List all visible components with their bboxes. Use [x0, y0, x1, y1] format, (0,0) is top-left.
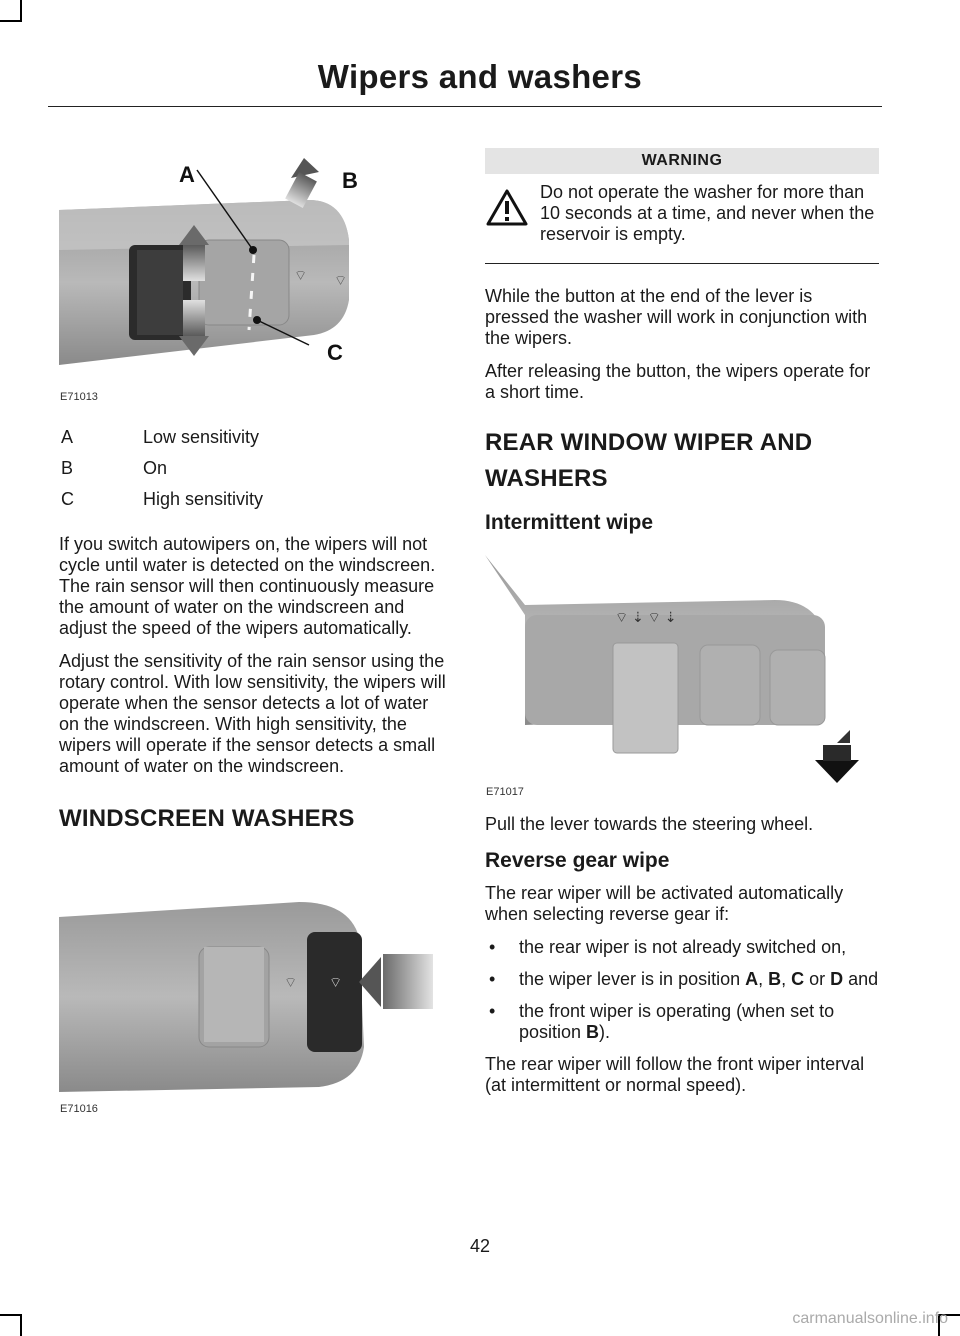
warning-box — [485, 148, 879, 264]
section-heading-rear-window — [485, 425, 879, 497]
page-number: 42 — [469, 1236, 491, 1256]
list-item-text: or — [804, 969, 831, 989]
warning-triangle-icon — [485, 182, 540, 245]
callout-key: B — [61, 458, 74, 478]
crop-mark-top-left — [0, 0, 22, 22]
callout-key: C — [61, 489, 74, 509]
separator: , — [758, 969, 769, 989]
paragraph-rear-wiper-interval: The rear wiper will follow the front wiper interval (at intermittent or normal speed). — [485, 1054, 865, 1095]
list-item-text: ). — [599, 1022, 611, 1042]
svg-text:⌔: ⌔ — [284, 974, 298, 990]
callout-text: On — [143, 458, 168, 478]
position-a: A — [745, 969, 759, 989]
washer-button-illustration — [59, 877, 449, 1117]
left-column — [59, 130, 449, 1117]
crop-mark-bottom-left — [0, 1314, 22, 1336]
figure-id: E71017 — [486, 786, 524, 798]
figure-id: E71013 — [60, 391, 98, 403]
wiper-stalk-illustration — [59, 130, 449, 405]
position-c: C — [791, 969, 805, 989]
position-b: B — [768, 969, 782, 989]
bullet-marker: • — [489, 969, 496, 989]
figure-washer-button — [59, 877, 449, 1117]
list-item — [485, 1001, 879, 1043]
right-column — [485, 148, 879, 1108]
paragraph-after-release: After releasing the button, the wipers operate for a short time. — [485, 361, 871, 402]
callout-key: A — [61, 427, 74, 447]
position-b: B — [586, 1022, 600, 1042]
svg-text:⌔: ⌔ — [294, 267, 308, 283]
figure-label-a: A — [179, 162, 195, 187]
callout-row — [59, 489, 449, 520]
paragraph-pull-lever: Pull the lever towards the steering wheel. — [485, 814, 814, 834]
page-title: Wipers and washers — [317, 58, 642, 95]
figure-label-c: C — [327, 340, 343, 365]
rear-wiper-lever-illustration — [485, 555, 879, 800]
callout-text: Low sensitivity — [143, 427, 260, 447]
callout-text: High sensitivity — [143, 489, 264, 509]
position-d: D — [830, 969, 844, 989]
list-item — [485, 969, 879, 990]
list-item — [485, 937, 879, 958]
svg-text:⌔ ⇣ ⌔ ⇣: ⌔ ⇣ ⌔ ⇣ — [615, 609, 677, 625]
list-item-text: the front wiper is operating (when set to position — [519, 1001, 835, 1042]
svg-text:⌔: ⌔ — [334, 272, 348, 288]
section-heading-windscreen-washers: WINDSCREEN WASHERS — [59, 805, 355, 832]
section-heading-line-1: REAR WINDOW WIPER AND — [485, 429, 813, 456]
title-rule — [48, 106, 882, 107]
condition-list — [485, 937, 879, 1043]
list-item-text: the wiper lever is in position — [519, 969, 746, 989]
callout-row — [59, 427, 449, 458]
subheading-reverse-gear-wipe: Reverse gear wipe — [485, 849, 670, 872]
figure-rain-sensor-control — [59, 130, 449, 405]
subheading-intermittent-wipe: Intermittent wipe — [485, 511, 654, 534]
svg-text:⌔: ⌔ — [329, 974, 343, 990]
paragraph-reverse-gear: The rear wiper will be activated automatically when selecting reverse gear if: — [485, 883, 844, 924]
list-item-text: and — [843, 969, 879, 989]
callout-table — [59, 427, 449, 520]
warning-body — [485, 182, 879, 245]
figure-intermittent-wipe — [485, 555, 879, 800]
bullet-marker: • — [489, 937, 496, 957]
figure-label-b: B — [342, 168, 358, 193]
separator: , — [781, 969, 792, 989]
callout-row — [59, 458, 449, 489]
warning-text: Do not operate the washer for more than 10 seconds at a time, and never when the reservoir is empty. — [540, 182, 875, 244]
watermark: carmanualsonline.info — [792, 1310, 948, 1327]
paragraph-washer-button: While the button at the end of the lever is pressed the washer will work in conjunction with the wipers. — [485, 286, 868, 348]
paragraph-autowipers: If you switch autowipers on, the wipers will not cycle until water is detected on the windscreen. The rain sensor will then continuously measure the amount of water on the windscreen and adjust the speed of the wipers automatically. — [59, 534, 436, 638]
warning-header: WARNING — [485, 148, 879, 174]
figure-id: E71016 — [60, 1103, 98, 1115]
bullet-marker: • — [489, 1001, 496, 1021]
list-item-text: the rear wiper is not already switched on, — [519, 937, 847, 957]
section-heading-line-2: WASHERS — [485, 465, 608, 492]
paragraph-sensitivity: Adjust the sensitivity of the rain sensor using the rotary control. With low sensitivity, the wipers will operate when the sensor detects a lot of water on the windscreen. With high sensitivity, the wipers will operate if the sensor detects a small amount of water on the windscreen. — [59, 651, 446, 776]
